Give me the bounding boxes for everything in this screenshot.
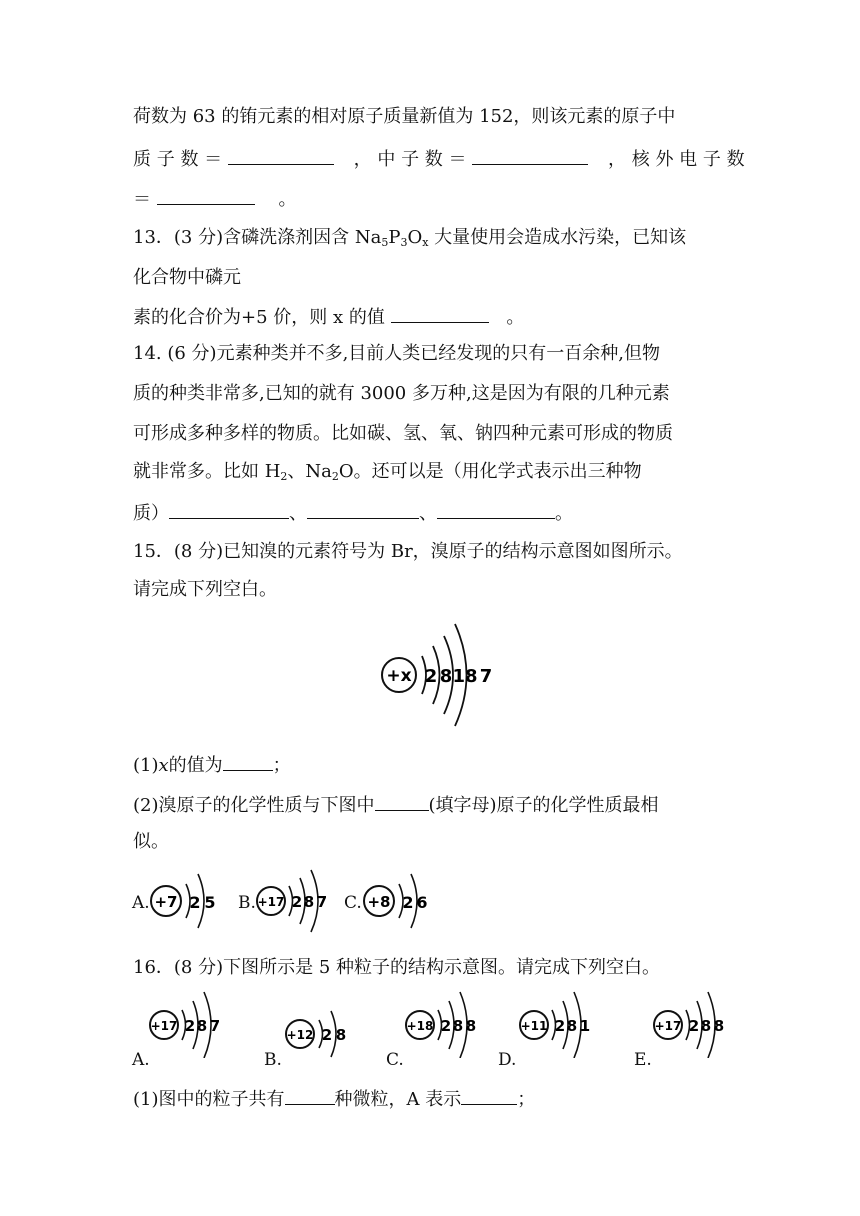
q13-text: 13．(3 分)含磷洗涤剂因含 Na (133, 227, 382, 248)
shell-electrons: 5 (204, 893, 216, 912)
nucleus-charge: +12 (286, 1028, 314, 1042)
shell-electrons: 7 (479, 666, 493, 687)
q15-part-2-end: 似。 (133, 831, 169, 852)
shell-electrons: 7 (316, 893, 328, 911)
shell-electrons: 2 (554, 1017, 566, 1035)
q13-text: 素的化合价为+5 价，则 x 的值 (133, 307, 391, 328)
nucleus-charge: +11 (520, 1019, 548, 1033)
shell-electrons: 2 (189, 893, 201, 912)
option-b-label: B. (238, 893, 256, 913)
subscript: 2 (280, 470, 288, 483)
shell-electrons: 7 (209, 1017, 221, 1035)
option-b-diagram (255, 866, 345, 940)
q14-line-5 (133, 500, 573, 526)
a-represents-blank[interactable] (461, 1086, 517, 1105)
shell-electrons: 2 (688, 1017, 700, 1035)
particle-e-diagram (652, 988, 732, 1062)
particle-b-label: B. (264, 1050, 282, 1070)
shell-electrons: 2 (184, 1017, 196, 1035)
option-c-diagram (362, 866, 442, 940)
shell-electrons: 8 (303, 893, 315, 911)
shell-electrons: 2 (291, 893, 303, 911)
subscript: 2 (331, 470, 339, 483)
shell-electrons: 2 (321, 1026, 333, 1044)
formula-blank-1[interactable] (169, 500, 289, 519)
particle-a-label: A. (132, 1050, 150, 1070)
subscript: 3 (400, 236, 408, 249)
bromine-atom-svg (378, 610, 498, 740)
neutron-count-label: ， 中 子 数 ＝ (353, 149, 467, 170)
q15-text: (填字母)原子的化学性质最相 (428, 795, 659, 816)
q13-text: 大量使用会造成水污染，已知该 (428, 227, 687, 248)
period: 。 (555, 503, 573, 524)
q13-line-1 (133, 226, 686, 255)
period: 。 (506, 307, 525, 328)
q16-part-1 (133, 1086, 535, 1112)
q14-line-3: 可形成多种多样的物质。比如碳、氢、氧、钠四种元素可形成的物质 (133, 423, 673, 444)
q14-text: 质） (133, 503, 169, 524)
particle-e-label: E. (634, 1050, 652, 1070)
nucleus-charge: +8 (367, 893, 391, 911)
q15-text: 的值为 (168, 755, 223, 776)
formula-blank-3[interactable] (437, 500, 555, 519)
q12-line-3 (133, 186, 296, 212)
q13-text: P (388, 227, 401, 248)
semicolon: ； (272, 755, 291, 776)
shell-electrons: 8 (713, 1017, 725, 1035)
nucleus-charge: +17 (150, 1019, 178, 1033)
subscript: 5 (381, 236, 389, 249)
shell-electrons: 8 (439, 666, 453, 687)
q15-text: (2)溴原子的化学性质与下图中 (133, 795, 375, 816)
part-number: (1) (133, 755, 159, 776)
x-value-blank[interactable] (223, 752, 273, 771)
q16-text: (1)图中的粒子共有 (133, 1089, 285, 1110)
q12-line-2 (133, 146, 745, 172)
separator: 、 (419, 503, 437, 524)
shell-electrons: 1 (579, 1017, 591, 1035)
particle-c-label: C. (386, 1050, 404, 1070)
x-value-blank[interactable] (391, 304, 489, 323)
q14-text: 、Na (287, 461, 332, 482)
electron-count-label: ， 核 外 电 子 数 (608, 149, 745, 170)
shell-electrons: 8 (700, 1017, 712, 1035)
letter-blank[interactable] (375, 792, 429, 811)
nucleus-charge: +17 (654, 1019, 682, 1033)
q15-part-2 (133, 792, 659, 818)
particle-b-diagram (284, 1000, 354, 1074)
equals-sign: ＝ (133, 189, 151, 210)
subscript: x (422, 236, 429, 249)
q16-text: 种微粒，A 表示 (334, 1089, 462, 1110)
q15-line-2: 请完成下列空白。 (133, 579, 277, 600)
electron-count-blank[interactable] (157, 186, 255, 205)
q14-text: 就非常多。比如 H (133, 461, 281, 482)
nucleus-charge: +18 (406, 1019, 434, 1033)
particle-a-diagram (148, 988, 228, 1062)
particle-d-label: D. (498, 1050, 517, 1070)
option-a-label: A. (132, 893, 150, 913)
formula-blank-2[interactable] (307, 500, 419, 519)
proton-count-blank[interactable] (228, 146, 334, 165)
nucleus-charge: +17 (257, 895, 285, 909)
q14-text: O。还可以是（用化学式表示出三种物 (338, 461, 642, 482)
proton-count-label: 质 子 数 ＝ (133, 149, 223, 170)
period: 。 (278, 189, 297, 210)
q13-line-2: 化合物中磷元 (133, 267, 241, 288)
shell-electrons: 8 (465, 1017, 477, 1035)
neutron-count-blank[interactable] (472, 146, 588, 165)
bromine-atom-diagram (378, 610, 498, 740)
shell-electrons: 18 (452, 666, 478, 687)
shell-electrons: 8 (196, 1017, 208, 1035)
option-c-label: C. (344, 893, 362, 913)
shell-electrons: 8 (452, 1017, 464, 1035)
semicolon: ； (517, 1089, 536, 1110)
nucleus-charge: +7 (154, 893, 178, 911)
shell-electrons: 8 (566, 1017, 578, 1035)
separator: 、 (289, 503, 307, 524)
q14-line-4 (133, 460, 642, 489)
q15-line-1: 15．(8 分)已知溴的元素符号为 Br，溴原子的结构示意图如图所示。 (133, 541, 683, 562)
q15-part-1 (133, 752, 291, 778)
q14-line-1: 14. (6 分)元素种类并不多,目前人类已经发现的只有一百余种,但物 (133, 343, 661, 364)
shell-electrons: 6 (416, 893, 428, 912)
option-a-diagram (148, 866, 228, 940)
shell-electrons: 2 (402, 893, 414, 912)
shell-electrons: 2 (424, 666, 438, 687)
particle-d-diagram (518, 988, 598, 1062)
nucleus-charge: +x (386, 666, 412, 686)
q13-text: O (407, 227, 423, 248)
particle-count-blank[interactable] (285, 1086, 335, 1105)
shell-electrons: 8 (335, 1026, 347, 1044)
q12-line-1: 荷数为 63 的铕元素的相对原子质量新值为 152，则该元素的原子中 (133, 106, 676, 127)
particle-c-diagram (404, 988, 484, 1062)
q13-line-3 (133, 304, 524, 330)
q14-line-2: 质的种类非常多,已知的就有 3000 多万种,这是因为有限的几种元素 (133, 383, 670, 404)
shell-electrons: 2 (440, 1017, 452, 1035)
variable-x: x (158, 755, 169, 776)
q16-line-1: 16．(8 分)下图所示是 5 种粒子的结构示意图。请完成下列空白。 (133, 957, 661, 978)
